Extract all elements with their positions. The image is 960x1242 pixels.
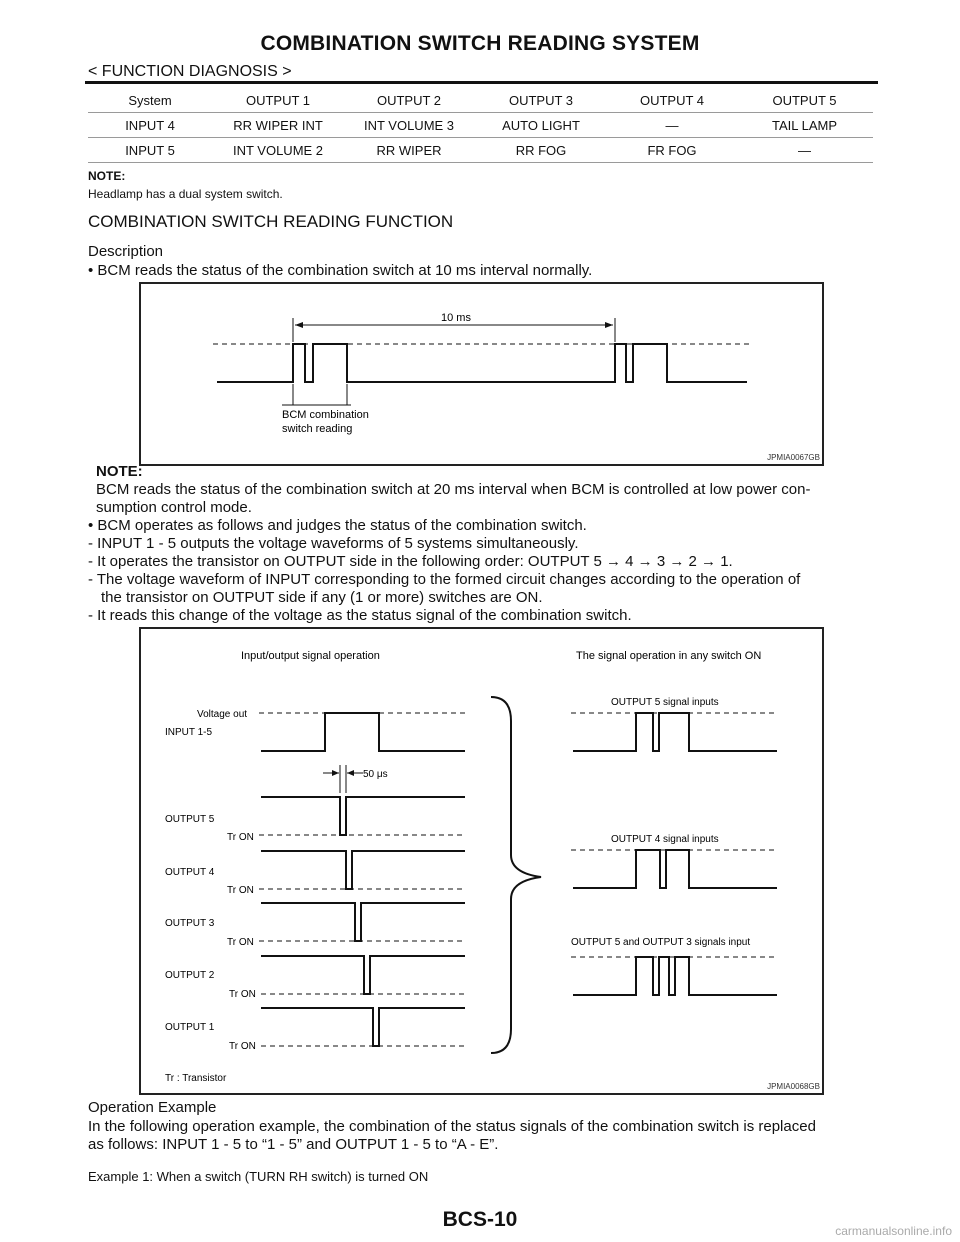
- tr-on-label: Tr ON: [227, 937, 254, 948]
- table-cell: OUTPUT 1: [212, 88, 344, 113]
- table-cell: INPUT 5: [88, 138, 212, 163]
- output3-row: [165, 903, 465, 948]
- bullet-text: • BCM operates as follows and judges the status of the combination switch.: [88, 517, 587, 534]
- example-text: as follows: INPUT 1 - 5 to “1 - 5” and OUTPUT 1 - 5 to “A - E”.: [88, 1136, 499, 1153]
- table-cell: RR WIPER: [344, 138, 474, 163]
- table-cell: OUTPUT 2: [344, 88, 474, 113]
- example-1-caption: Example 1: When a switch (TURN RH switch) is turned ON: [88, 1169, 429, 1184]
- function-heading: COMBINATION SWITCH READING FUNCTION: [88, 212, 454, 231]
- dash-item-continued: the transistor on OUTPUT side if any (1 or more) switches are ON.: [101, 589, 543, 606]
- right-signal-label: OUTPUT 5 and OUTPUT 3 signals input: [571, 937, 751, 948]
- table-cell: System: [88, 88, 212, 113]
- signal-diagram-svg: [141, 629, 822, 1093]
- table-cell: RR FOG: [474, 138, 608, 163]
- description-label: Description: [88, 243, 164, 260]
- table-cell: —: [736, 138, 873, 163]
- dash-item: - It reads this change of the voltage as the status signal of the combination switch.: [88, 607, 632, 624]
- table-cell: INT VOLUME 3: [344, 113, 474, 138]
- note-heading: NOTE:: [96, 463, 143, 480]
- right-signal-3: [571, 937, 777, 995]
- output2-row: [165, 956, 465, 1000]
- right-signal-2: [571, 834, 777, 888]
- curly-brace: [491, 697, 541, 1053]
- page-number: BCS-10: [442, 1208, 518, 1231]
- timing-diagram-svg: [141, 284, 822, 464]
- table-row: [88, 88, 873, 113]
- note-text: Headlamp has a dual system switch.: [88, 187, 283, 201]
- note-text: sumption control mode.: [96, 499, 252, 516]
- reading-label-line2: switch reading: [282, 423, 353, 435]
- example-heading: Operation Example: [88, 1099, 217, 1116]
- bullet-text: • BCM reads the status of the combination switch at 10 ms interval normally.: [88, 262, 593, 279]
- note-text: BCM reads the status of the combination switch at 20 ms interval when BCM is controlled at low power con-: [96, 481, 811, 498]
- pulse-width-label: 50 μs: [363, 769, 388, 780]
- right-signal-label: OUTPUT 5 signal inputs: [611, 697, 719, 708]
- watermark: carmanualsonline.info: [835, 1224, 952, 1238]
- input-label: INPUT 1-5: [165, 727, 213, 738]
- reading-label-line1: BCM combination: [282, 409, 369, 421]
- output-label: OUTPUT 5: [165, 814, 215, 825]
- figure-id: JPMIA0067GB: [767, 453, 820, 462]
- example-text: In the following operation example, the combination of the status signals of the combination switch is replaced: [88, 1118, 816, 1135]
- tr-on-label: Tr ON: [229, 989, 256, 1000]
- output4-row: [165, 851, 465, 896]
- dash-item: - It operates the transistor on OUTPUT side in the following order: OUTPUT 5 → 4 → 3 → 2 → 1.: [88, 553, 733, 570]
- interval-label: 10 ms: [441, 312, 471, 324]
- table-cell: —: [608, 113, 736, 138]
- output-label: OUTPUT 4: [165, 867, 215, 878]
- page-title: COMBINATION SWITCH READING SYSTEM: [260, 32, 700, 55]
- legend-text: Tr : Transistor: [165, 1073, 227, 1084]
- table-row: [88, 113, 873, 138]
- table-cell: OUTPUT 3: [474, 88, 608, 113]
- right-title: The signal operation in any switch ON: [576, 650, 762, 662]
- table-cell: INT VOLUME 2: [212, 138, 344, 163]
- table-cell: TAIL LAMP: [736, 113, 873, 138]
- tr-on-label: Tr ON: [227, 832, 254, 843]
- output-label: OUTPUT 2: [165, 970, 215, 981]
- switch-matrix-table: [88, 88, 873, 163]
- dash-item: - The voltage waveform of INPUT corresponding to the formed circuit changes according to the operation of: [88, 571, 801, 588]
- left-title: Input/output signal operation: [241, 650, 380, 662]
- output-label: OUTPUT 3: [165, 918, 215, 929]
- right-signal-label: OUTPUT 4 signal inputs: [611, 834, 719, 845]
- table-cell: INPUT 4: [88, 113, 212, 138]
- section-breadcrumb: < FUNCTION DIAGNOSIS >: [88, 63, 292, 80]
- table-cell: AUTO LIGHT: [474, 113, 608, 138]
- output-label: OUTPUT 1: [165, 1022, 215, 1033]
- table-cell: OUTPUT 5: [736, 88, 873, 113]
- table-row: [88, 138, 873, 163]
- signal-operation-figure: [139, 627, 824, 1095]
- right-signal-1: [571, 697, 777, 751]
- note-heading: NOTE:: [88, 169, 126, 183]
- tr-on-label: Tr ON: [229, 1041, 256, 1052]
- output1-row: [165, 1008, 465, 1052]
- table-cell: FR FOG: [608, 138, 736, 163]
- dash-item: - INPUT 1 - 5 outputs the voltage waveforms of 5 systems simultaneously.: [88, 535, 579, 552]
- output5-row: [165, 797, 465, 843]
- timing-figure-10ms: [139, 282, 824, 466]
- figure-id: JPMIA0068GB: [767, 1082, 820, 1091]
- header-rule: [85, 81, 878, 84]
- table-cell: RR WIPER INT: [212, 113, 344, 138]
- table-cell: OUTPUT 4: [608, 88, 736, 113]
- tr-on-label: Tr ON: [227, 885, 254, 896]
- voltage-out-label: Voltage out: [197, 709, 248, 720]
